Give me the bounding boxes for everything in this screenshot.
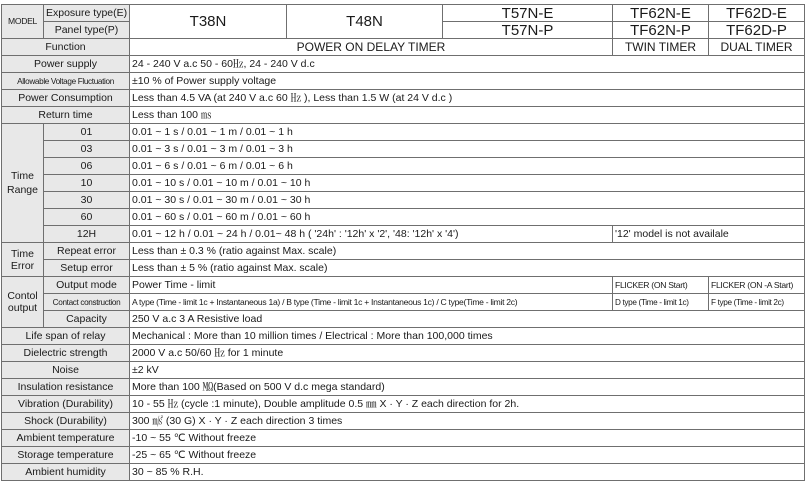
time-range-value: 0.01 ~ 30 s / 0.01 ~ 30 m / 0.01 ~ 30 h xyxy=(130,192,805,209)
function-twin: TWIN TIMER xyxy=(613,39,709,56)
model-tf62d-p: TF62D-P xyxy=(709,22,805,39)
output-mode-label: Output mode xyxy=(44,277,130,294)
row-dielectric xyxy=(2,345,805,362)
time-range-value: 0.01 ~ 60 s / 0.01 ~ 60 m / 0.01 ~ 60 h xyxy=(130,209,805,226)
row-vibration xyxy=(2,396,805,413)
return-time-label: Return time xyxy=(2,107,130,124)
power-consumption-label: Power Consumption xyxy=(2,90,130,107)
power-consumption-value: Less than 4.5 VA (at 240 V a.c 60 ㎐ ), Less than 1.5 W (at 24 V d.c ) xyxy=(130,90,805,107)
row-power-supply xyxy=(2,56,805,73)
model-tf62d-e: TF62D-E xyxy=(709,5,805,22)
function-value: POWER ON DELAY TIMER xyxy=(130,39,613,56)
dielectric-label: Dielectric strength xyxy=(2,345,130,362)
row-capacity xyxy=(2,311,805,328)
return-time-value: Less than 100 ㎳ xyxy=(130,107,805,124)
row-contact-construction xyxy=(2,294,805,311)
capacity-label: Capacity xyxy=(44,311,130,328)
power-supply-label: Power supply xyxy=(2,56,130,73)
setup-error-value: Less than ± 5 % (ratio against Max. scale) xyxy=(130,260,805,277)
ambient-temp-value: -10 ~ 55 ℃ Without freeze xyxy=(130,430,805,447)
storage-temp-value: -25 ~ 65 ℃ Without freeze xyxy=(130,447,805,464)
row-output-mode xyxy=(2,277,805,294)
time-range-code: 10 xyxy=(44,175,130,192)
row-insulation xyxy=(2,379,805,396)
noise-label: Noise xyxy=(2,362,130,379)
power-supply-value: 24 - 240 V a.c 50 - 60㎐, 24 - 240 V d.c xyxy=(130,56,805,73)
time-range-note: '12' model is not availale xyxy=(613,226,805,243)
time-range-code: 01 xyxy=(44,124,130,141)
time-range-value: 0.01 ~ 10 s / 0.01 ~ 10 m / 0.01 ~ 10 h xyxy=(130,175,805,192)
model-t57n-p: T57N-P xyxy=(443,22,613,39)
ambient-temp-label: Ambient temperature xyxy=(2,430,130,447)
dielectric-value: 2000 V a.c 50/60 ㎐ for 1 minute xyxy=(130,345,805,362)
time-range-code: 03 xyxy=(44,141,130,158)
function-label: Function xyxy=(2,39,130,56)
life-span-value: Mechanical : More than 10 million times / Electrical : More than 100,000 times xyxy=(130,328,805,345)
row-ambient-humidity xyxy=(2,464,805,481)
function-dual: DUAL TIMER xyxy=(709,39,805,56)
ambient-humidity-value: 30 ~ 85 % R.H. xyxy=(130,464,805,481)
row-repeat-error xyxy=(2,243,805,260)
storage-temp-label: Storage temperature xyxy=(2,447,130,464)
row-time-range-12h xyxy=(2,226,805,243)
vibration-value: 10 - 55 ㎐ (cycle :1 minute), Double amplitude 0.5 ㎜ X · Y · Z each direction for 2h. xyxy=(130,396,805,413)
time-range-code: 12H xyxy=(44,226,130,243)
voltage-fluct-value: ±10 % of Power supply voltage xyxy=(130,73,805,90)
insulation-value: More than 100 ㏁(Based on 500 V d.c mega standard) xyxy=(130,379,805,396)
row-setup-error xyxy=(2,260,805,277)
time-range-code: 30 xyxy=(44,192,130,209)
row-voltage-fluct xyxy=(2,73,805,90)
panel-type-label: Panel type(P) xyxy=(44,22,130,39)
time-range-value: 0.01 ~ 3 s / 0.01 ~ 3 m / 0.01 ~ 3 h xyxy=(130,141,805,158)
row-time-range-30 xyxy=(2,192,805,209)
time-range-code: 60 xyxy=(44,209,130,226)
repeat-error-value: Less than ± 0.3 % (ratio against Max. scale) xyxy=(130,243,805,260)
contact-construction-label: Contact construction xyxy=(44,294,130,311)
output-mode-twin: FLICKER (ON Start) xyxy=(613,277,709,294)
spec-table xyxy=(1,4,805,481)
row-ambient-temp xyxy=(2,430,805,447)
row-time-range-03 xyxy=(2,141,805,158)
model-tf62n-p: TF62N-P xyxy=(613,22,709,39)
model-label: MODEL xyxy=(2,5,44,39)
row-function xyxy=(2,39,805,56)
output-mode-dual: FLICKER (ON -A Start) xyxy=(709,277,805,294)
row-return-time xyxy=(2,107,805,124)
model-t38n: T38N xyxy=(130,5,287,39)
setup-error-label: Setup error xyxy=(44,260,130,277)
row-time-range-01 xyxy=(2,124,805,141)
noise-value: ±2 kV xyxy=(130,362,805,379)
insulation-label: Insulation resistance xyxy=(2,379,130,396)
time-range-label: Time Range xyxy=(2,124,44,243)
row-power-consumption xyxy=(2,90,805,107)
time-range-value: 0.01 ~ 6 s / 0.01 ~ 6 m / 0.01 ~ 6 h xyxy=(130,158,805,175)
row-shock xyxy=(2,413,805,430)
exposure-type-label: Exposure type(E) xyxy=(44,5,130,22)
row-storage-temp xyxy=(2,447,805,464)
vibration-label: Vibration (Durability) xyxy=(2,396,130,413)
control-output-label: Contol output xyxy=(2,277,44,328)
time-error-label: Time Error xyxy=(2,243,44,277)
shock-value: 300 ㎨ (30 G) X · Y · Z each direction 3 times xyxy=(130,413,805,430)
ambient-humidity-label: Ambient humidity xyxy=(2,464,130,481)
output-mode-value: Power Time - limit xyxy=(130,277,613,294)
model-t48n: T48N xyxy=(287,5,443,39)
row-time-range-06 xyxy=(2,158,805,175)
voltage-fluct-label: Allowable Voltage Fluctuation xyxy=(2,73,130,90)
capacity-value: 250 V a.c 3 A Resistive load xyxy=(130,311,805,328)
row-time-range-10 xyxy=(2,175,805,192)
row-noise xyxy=(2,362,805,379)
model-t57n-e: T57N-E xyxy=(443,5,613,22)
row-time-range-60 xyxy=(2,209,805,226)
header-row-exposure xyxy=(2,5,805,22)
contact-construction-twin: D type (Time - limit 1c) xyxy=(613,294,709,311)
contact-construction-value: A type (Time - limit 1c + Instantaneous 1a) / B type (Time - limit 1c + Instantaneous 1c) / C type(Time - limit 2c) xyxy=(130,294,613,311)
model-tf62n-e: TF62N-E xyxy=(613,5,709,22)
time-range-value: 0.01 ~ 1 s / 0.01 ~ 1 m / 0.01 ~ 1 h xyxy=(130,124,805,141)
time-range-code: 06 xyxy=(44,158,130,175)
contact-construction-dual: F type (Time - limit 2c) xyxy=(709,294,805,311)
shock-label: Shock (Durability) xyxy=(2,413,130,430)
time-range-value: 0.01 ~ 12 h / 0.01 ~ 24 h / 0.01~ 48 h ( '24h' : '12h' x '2', '48: '12h' x '4') xyxy=(130,226,613,243)
row-life-span xyxy=(2,328,805,345)
repeat-error-label: Repeat error xyxy=(44,243,130,260)
life-span-label: Life span of relay xyxy=(2,328,130,345)
